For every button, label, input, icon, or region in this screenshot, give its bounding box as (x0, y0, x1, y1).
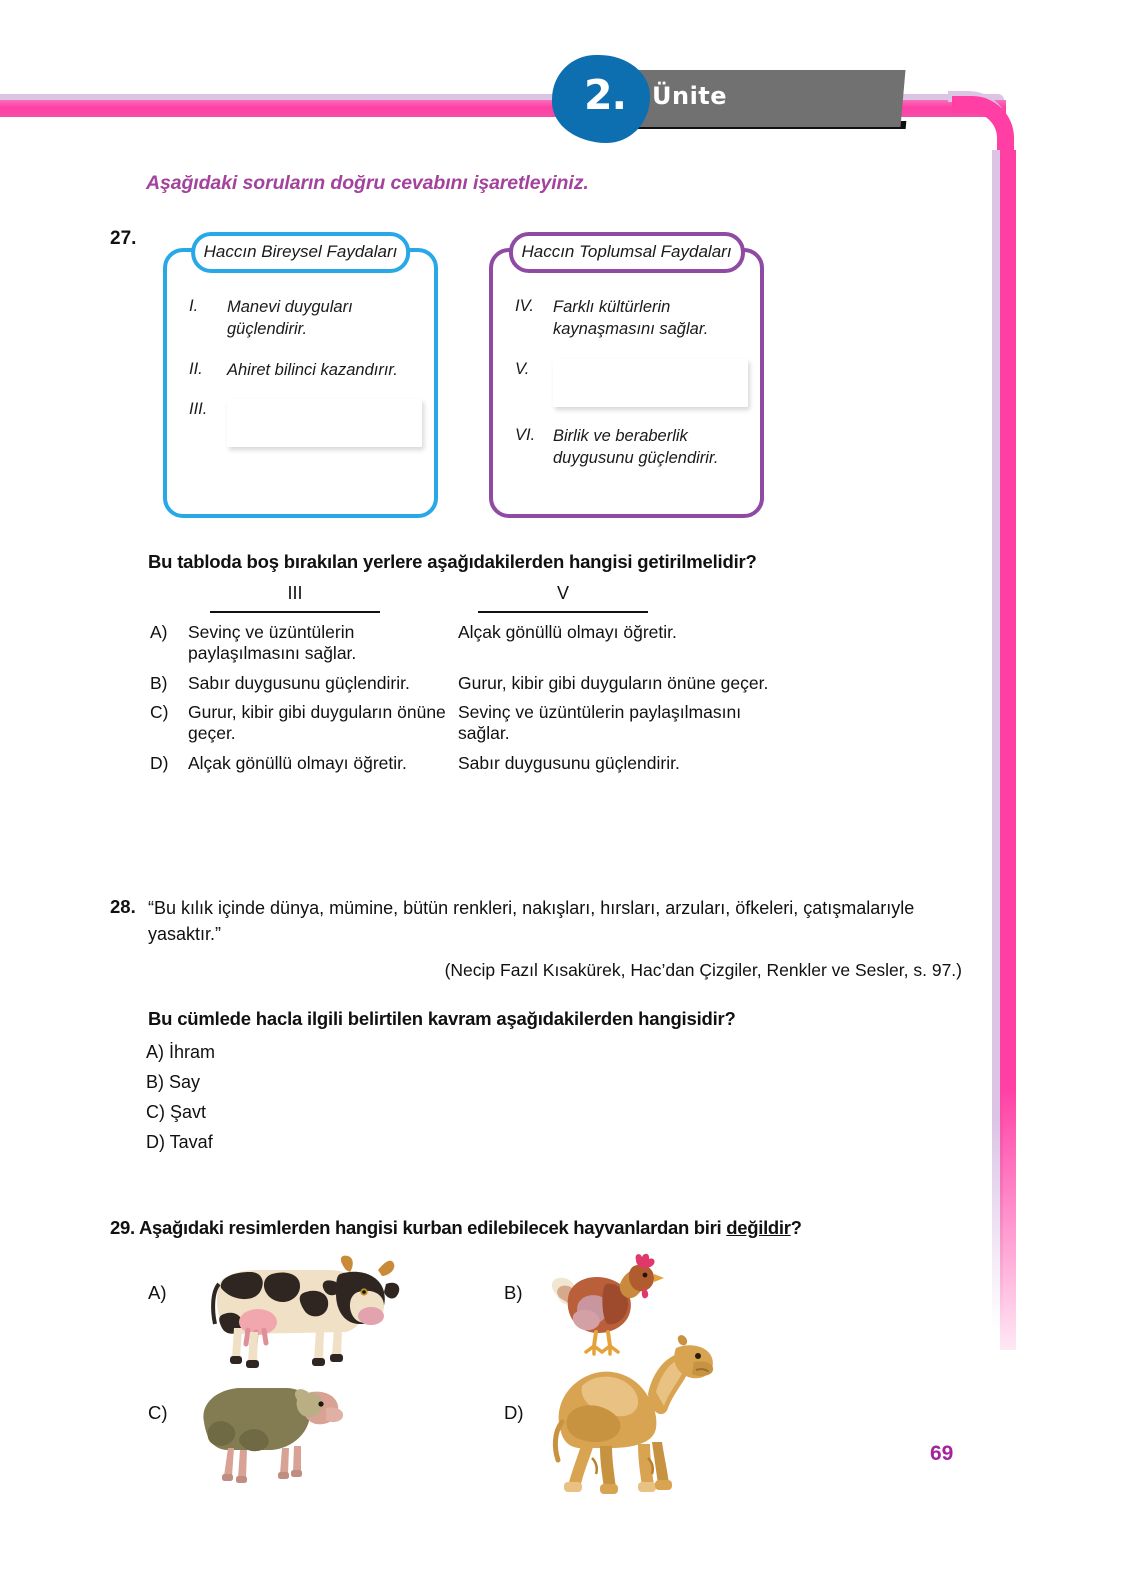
question-29-prompt-text: Aşağıdaki resimlerden hangisi kurban edilebilecek hayvanlardan biri (138, 1217, 727, 1238)
option-column-iii: Gurur, kibir gibi duyguların önüne geçer. (188, 702, 446, 744)
fact-item-text: Ahiret bilinci kazandırır. (227, 360, 398, 379)
option-row[interactable] (150, 673, 770, 694)
fact-item-roman: II. (189, 359, 203, 378)
page-instruction: Aşağıdaki soruların doğru cevabını işaretleyiniz. (146, 172, 589, 194)
column-rule (210, 611, 380, 613)
fact-item-text: Farklı kültürlerin kaynaşmasını sağlar. (553, 298, 709, 339)
fact-item-text: Birlik ve beraberlik duygusunu güçlendirir. (553, 426, 719, 467)
question-27-number: 27. (110, 228, 137, 249)
option-column-iii: Alçak gönüllü olmayı öğretir. (188, 752, 407, 773)
option-item[interactable]: D) Tavaf (146, 1132, 213, 1152)
question-28-number: 28. (110, 896, 136, 917)
fact-item-roman: III. (189, 399, 208, 418)
question-28-prompt: Bu cümlede hacla ilgili belirtilen kavram aşağıdakilerden hangisidir? (148, 1008, 736, 1029)
fact-item-roman: IV. (515, 297, 534, 315)
fact-box-title: Haccın Toplumsal Faydaları (508, 232, 744, 273)
sheep-icon (188, 1364, 348, 1489)
question-28-block (110, 896, 970, 947)
question-27-options (150, 622, 770, 782)
question-27-prompt: Bu tabloda boş bırakılan yerlere aşağıdakilerden hangisi getirilmelidir? (148, 551, 757, 572)
question-29-prompt-tail: ? (790, 1217, 802, 1238)
question-29-prompt-emphasis: değildir (726, 1217, 791, 1238)
option-column-v: Gurur, kibir gibi duyguların önüne geçer. (458, 672, 769, 693)
option-letter: D) (150, 752, 169, 773)
fact-item (515, 359, 748, 407)
fact-box-title: Haccın Bireysel Faydaları (191, 232, 411, 273)
option-item[interactable]: A) İhram (146, 1042, 216, 1062)
page-number: 69 (930, 1442, 954, 1465)
option-column-iii: Sevinç ve üzüntülerin paylaşılmasını sağlar. (188, 622, 357, 664)
question-28-quote: “Bu kılık içinde dünya, mümine, bütün renkleri, nakışları, hırsları, arzuları, öfkeleri, çatışmalarıyle yasaktır.” (148, 898, 915, 944)
fact-item-blank-field[interactable] (553, 359, 748, 407)
fact-item-blank-field[interactable] (227, 399, 422, 447)
frame-right-pink-stripe (1000, 150, 1016, 1350)
camel-icon (538, 1330, 718, 1505)
fact-item (515, 296, 748, 341)
cow-icon (188, 1248, 403, 1378)
fact-box-social-benefits (489, 242, 764, 518)
fact-item-roman: V. (515, 359, 530, 378)
unit-number: 2. (583, 71, 627, 119)
question-29-prompt (110, 1217, 802, 1239)
question-29-number: 29. (110, 1217, 135, 1238)
option-column-iii: Sabır duygusunu güçlendirir. (188, 672, 410, 693)
option-item[interactable]: B) Say (146, 1072, 201, 1092)
option-column-v: Alçak gönüllü olmayı öğretir. (458, 622, 677, 642)
fact-item-roman: I. (189, 297, 199, 315)
fact-item (515, 425, 748, 470)
fact-list (167, 296, 434, 465)
fact-item-roman: VI. (515, 425, 536, 444)
fact-item-text: Manevi duyguları güçlendirir. (227, 298, 353, 339)
option-column-v: Sabır duygusunu güçlendirir. (458, 752, 680, 773)
option-column-v: Sevinç ve üzüntülerin paylaşılmasını sağlar. (458, 702, 742, 744)
question-28-source: (Necip Fazıl Kısakürek, Hac’dan Çizgiler, Renkler ve Sesler, s. 97.) (444, 960, 962, 980)
option-item[interactable]: C) Şavt (146, 1102, 207, 1122)
option-letter: B) (150, 672, 168, 693)
option-letter: A) (148, 1282, 167, 1303)
option-letter: A) (150, 622, 168, 642)
option-letter: C) (150, 702, 169, 723)
question-28-options (146, 1042, 215, 1162)
option-letter: D) (504, 1402, 524, 1423)
answer-column-header-v: V (556, 583, 569, 603)
fact-item (189, 296, 422, 341)
answer-column-header-iii: III (287, 583, 303, 603)
question-28-line (110, 896, 970, 947)
option-letter: C) (148, 1402, 168, 1423)
fact-item (189, 399, 422, 447)
option-row[interactable] (150, 753, 770, 774)
column-rule (478, 611, 648, 613)
option-row[interactable] (150, 702, 770, 745)
option-letter: B) (504, 1282, 523, 1303)
fact-item (189, 359, 422, 381)
fact-list (493, 296, 760, 487)
unit-label: Ünite (652, 82, 728, 110)
option-row[interactable] (150, 622, 770, 665)
fact-box-individual-benefits (163, 242, 438, 518)
